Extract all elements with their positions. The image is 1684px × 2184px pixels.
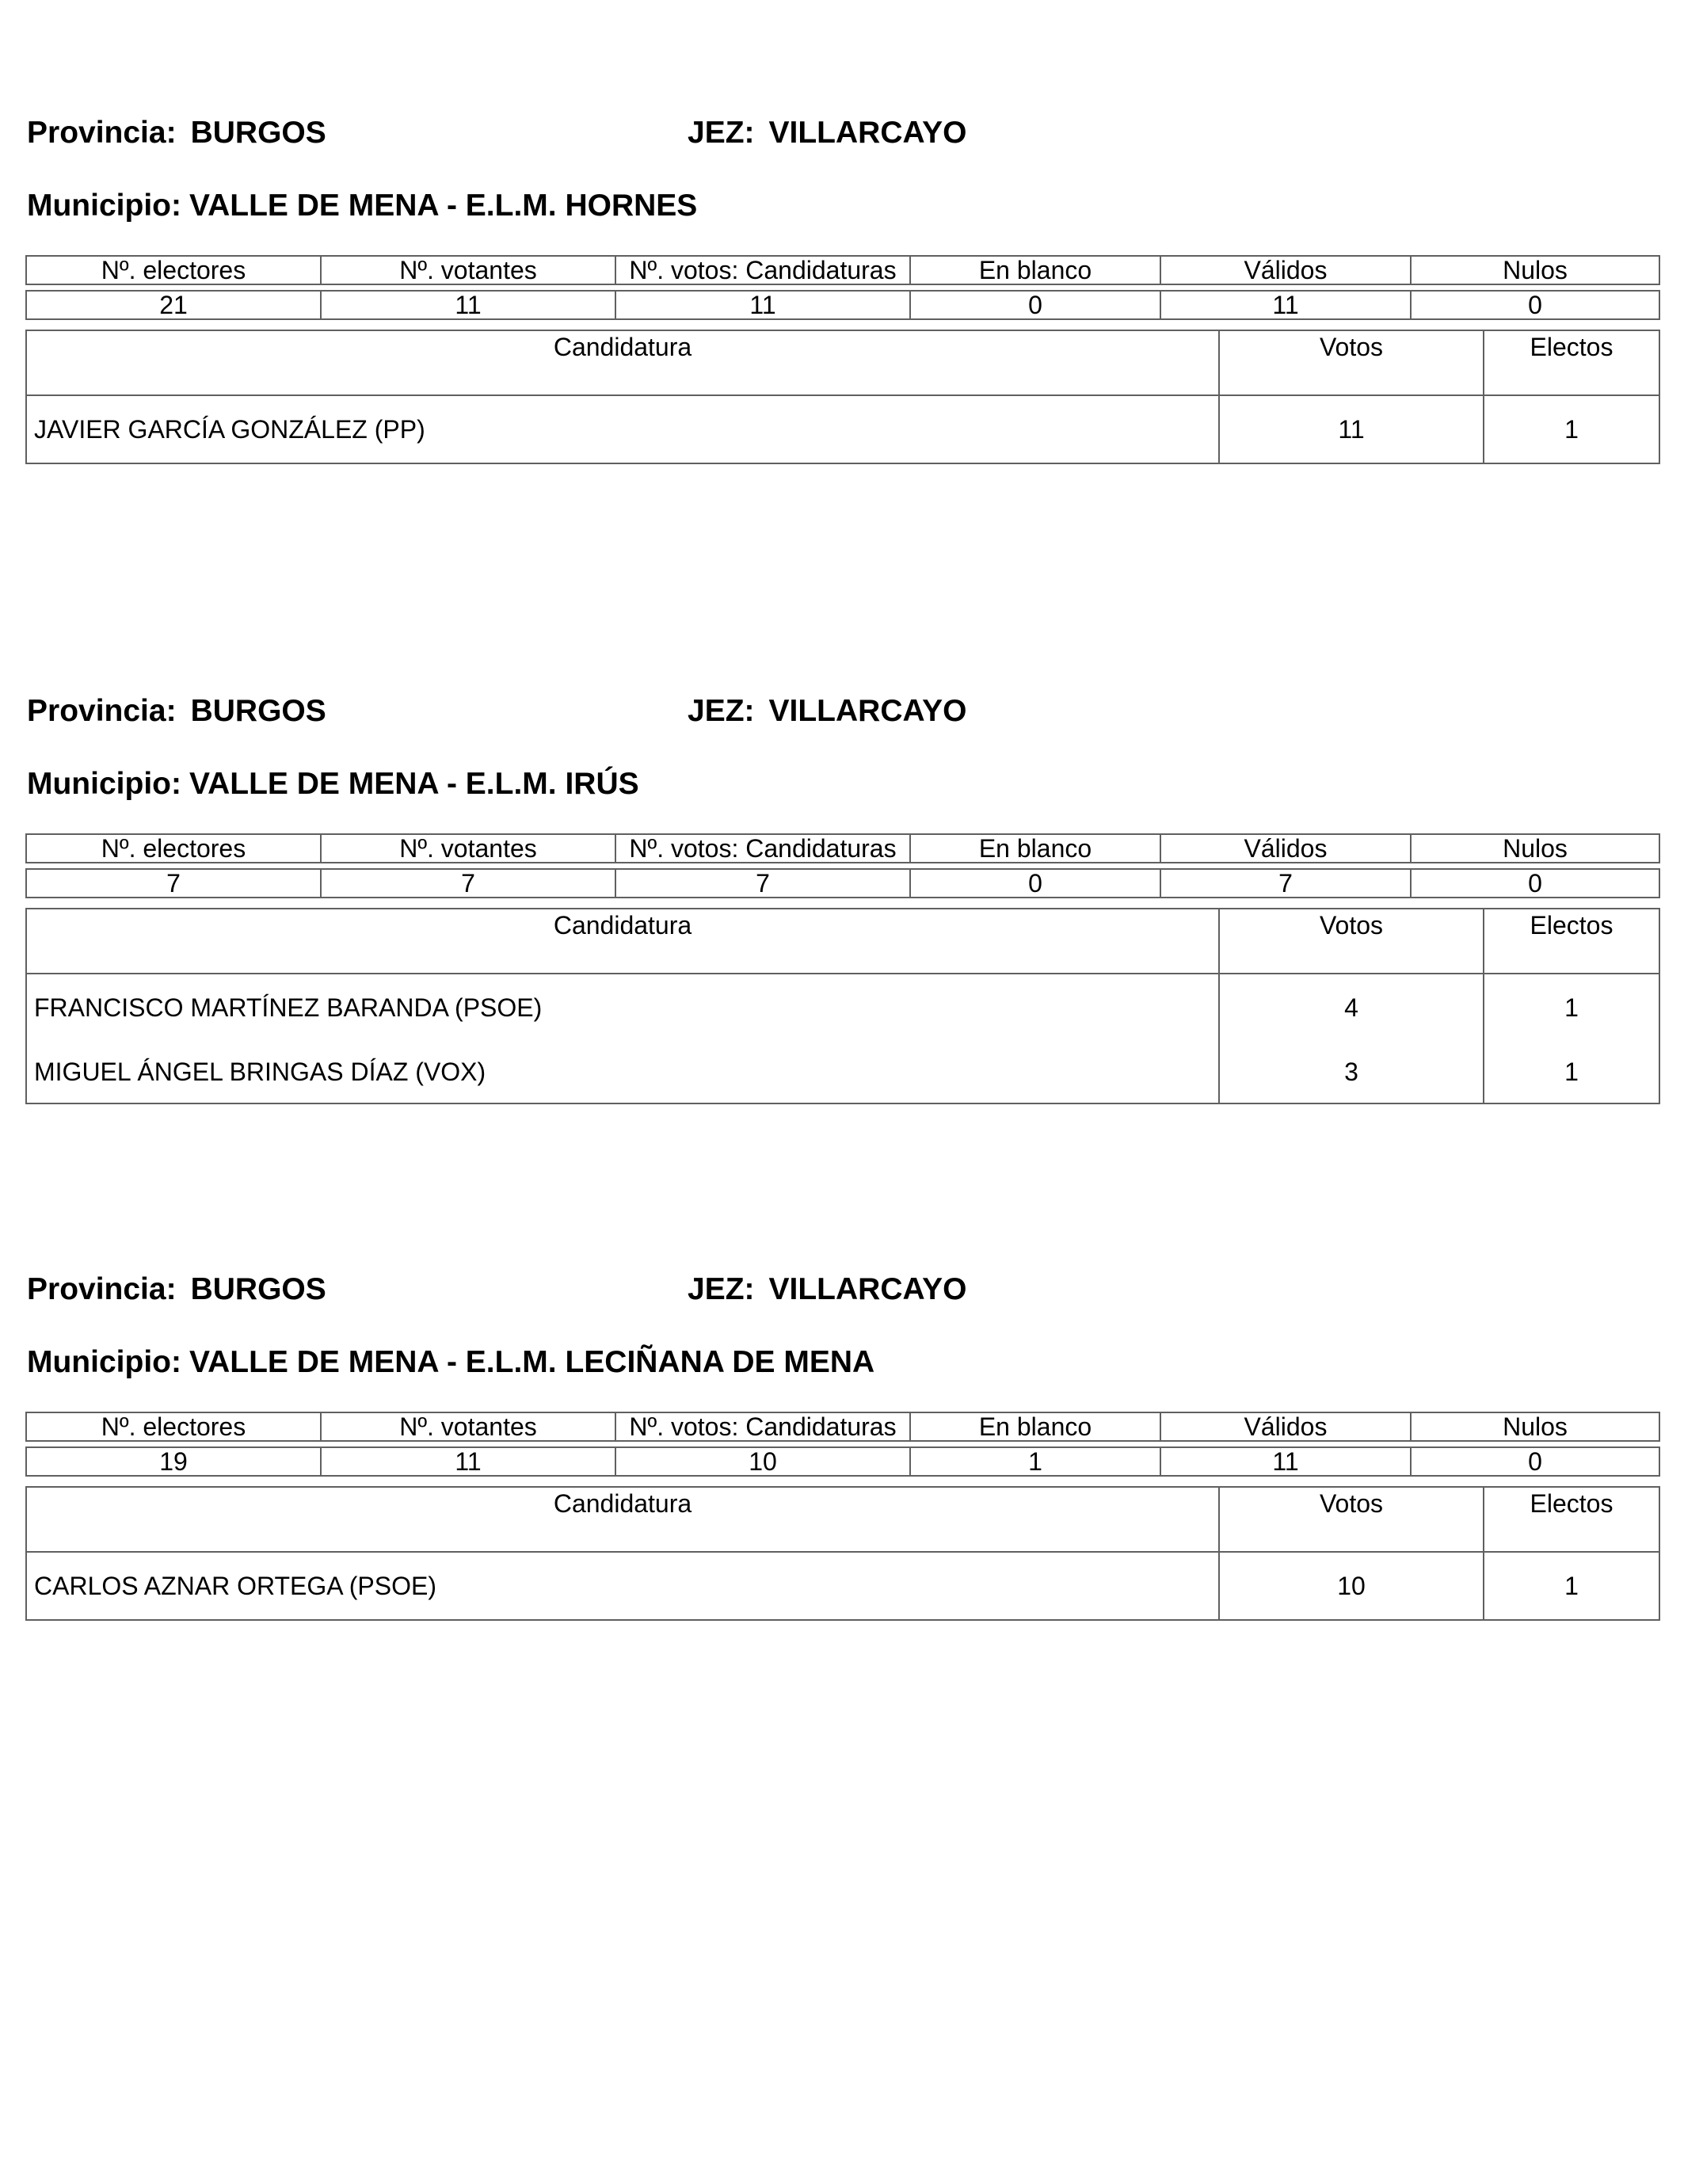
header-votos: Votos — [1219, 1487, 1484, 1552]
candidate-row — [26, 974, 1659, 1041]
candidate-row — [26, 395, 1659, 463]
stat-header-votos-candidaturas: Nº. votos: Candidaturas — [615, 256, 910, 284]
header-candidatura: Candidatura — [26, 330, 1219, 395]
stat-votos-candidaturas: 11 — [615, 291, 910, 319]
section-header — [25, 694, 1659, 734]
stat-header-electores: Nº. electores — [26, 1412, 321, 1441]
stat-votantes: 7 — [321, 869, 615, 898]
stat-electores: 21 — [26, 291, 321, 319]
municipio-field — [27, 767, 639, 802]
provincia-field — [27, 694, 326, 729]
provincia-field — [27, 116, 326, 151]
stat-votos-candidaturas: 10 — [615, 1447, 910, 1476]
stat-header-validos: Válidos — [1160, 834, 1411, 863]
jez-label: JEZ: — [688, 694, 755, 728]
stat-electores: 19 — [26, 1447, 321, 1476]
stat-header-nulos: Nulos — [1411, 834, 1659, 863]
municipio-field — [27, 189, 697, 223]
stat-votantes: 11 — [321, 1447, 615, 1476]
candidate-elected: 1 — [1484, 1552, 1659, 1620]
stat-header-en-blanco: En blanco — [910, 1412, 1160, 1441]
candidates-header-row — [26, 909, 1659, 974]
stat-votos-candidaturas: 7 — [615, 869, 910, 898]
jez-field — [688, 1272, 966, 1307]
jez-label: JEZ: — [688, 1272, 755, 1306]
jez-value: VILLARCAYO — [768, 694, 967, 728]
provincia-label: Provincia: — [27, 694, 177, 728]
stat-header-validos: Válidos — [1160, 1412, 1411, 1441]
stat-header-votantes: Nº. votantes — [321, 1412, 615, 1441]
stats-value-row — [26, 1447, 1659, 1476]
jez-label: JEZ: — [688, 116, 755, 150]
candidate-votes: 4 — [1219, 974, 1484, 1041]
municipio-value: VALLE DE MENA - E.L.M. IRÚS — [189, 767, 639, 801]
stat-header-electores: Nº. electores — [26, 256, 321, 284]
stat-header-en-blanco: En blanco — [910, 256, 1160, 284]
section-header — [25, 116, 1659, 155]
stat-header-nulos: Nulos — [1411, 1412, 1659, 1441]
header-candidatura: Candidatura — [26, 1487, 1219, 1552]
stat-votantes: 11 — [321, 291, 615, 319]
provincia-label: Provincia: — [27, 1272, 177, 1306]
header-electos: Electos — [1484, 1487, 1659, 1552]
candidate-name: FRANCISCO MARTÍNEZ BARANDA (PSOE) — [26, 974, 1219, 1041]
provincia-field — [27, 1272, 326, 1307]
jez-field — [688, 694, 966, 729]
stat-en-blanco: 0 — [910, 869, 1160, 898]
header-votos: Votos — [1219, 330, 1484, 395]
stat-nulos: 0 — [1411, 869, 1659, 898]
stats-value-row — [26, 291, 1659, 319]
stat-header-votos-candidaturas: Nº. votos: Candidaturas — [615, 834, 910, 863]
candidates-table — [25, 330, 1660, 464]
header-electos: Electos — [1484, 909, 1659, 974]
municipio-label: Municipio: — [27, 767, 181, 801]
stat-header-votos-candidaturas: Nº. votos: Candidaturas — [615, 1412, 910, 1441]
municipio-label: Municipio: — [27, 189, 181, 223]
municipio-value: VALLE DE MENA - E.L.M. LECIÑANA DE MENA — [189, 1345, 875, 1379]
stat-header-votantes: Nº. votantes — [321, 256, 615, 284]
stat-header-validos: Válidos — [1160, 256, 1411, 284]
jez-value: VILLARCAYO — [768, 1272, 967, 1306]
candidate-name: CARLOS AZNAR ORTEGA (PSOE) — [26, 1552, 1219, 1620]
municipio-label: Municipio: — [27, 1345, 181, 1379]
stats-table — [25, 255, 1660, 320]
stat-en-blanco: 1 — [910, 1447, 1160, 1476]
stat-header-votantes: Nº. votantes — [321, 834, 615, 863]
candidate-name: MIGUEL ÁNGEL BRINGAS DÍAZ (VOX) — [26, 1041, 1219, 1103]
candidate-elected: 1 — [1484, 395, 1659, 463]
stat-validos: 11 — [1160, 291, 1411, 319]
stat-validos: 11 — [1160, 1447, 1411, 1476]
stats-header-row — [26, 1412, 1659, 1441]
provincia-value: BURGOS — [190, 1272, 326, 1306]
stat-header-nulos: Nulos — [1411, 256, 1659, 284]
municipio-field — [27, 1345, 874, 1380]
stat-electores: 7 — [26, 869, 321, 898]
stat-en-blanco: 0 — [910, 291, 1160, 319]
header-electos: Electos — [1484, 330, 1659, 395]
stats-header-row — [26, 834, 1659, 863]
provincia-value: BURGOS — [190, 694, 326, 728]
jez-value: VILLARCAYO — [768, 116, 967, 150]
section-header — [25, 1272, 1659, 1312]
municipio-value: VALLE DE MENA - E.L.M. HORNES — [189, 189, 698, 223]
provincia-label: Provincia: — [27, 116, 177, 150]
provincia-value: BURGOS — [190, 116, 326, 150]
candidate-row — [26, 1552, 1659, 1620]
jez-field — [688, 116, 966, 151]
candidate-name: JAVIER GARCÍA GONZÁLEZ (PP) — [26, 395, 1219, 463]
stat-nulos: 0 — [1411, 291, 1659, 319]
candidates-table — [25, 1486, 1660, 1621]
candidates-table — [25, 908, 1660, 1104]
candidates-header-row — [26, 330, 1659, 395]
stat-header-en-blanco: En blanco — [910, 834, 1160, 863]
stats-header-row — [26, 256, 1659, 284]
candidate-votes: 3 — [1219, 1041, 1484, 1103]
stats-table — [25, 833, 1660, 898]
header-votos: Votos — [1219, 909, 1484, 974]
candidate-row — [26, 1041, 1659, 1103]
candidate-votes: 11 — [1219, 395, 1484, 463]
candidates-header-row — [26, 1487, 1659, 1552]
header-candidatura: Candidatura — [26, 909, 1219, 974]
stat-validos: 7 — [1160, 869, 1411, 898]
candidate-votes: 10 — [1219, 1552, 1484, 1620]
candidate-elected: 1 — [1484, 1041, 1659, 1103]
stats-value-row — [26, 869, 1659, 898]
stats-table — [25, 1412, 1660, 1477]
stat-header-electores: Nº. electores — [26, 834, 321, 863]
stat-nulos: 0 — [1411, 1447, 1659, 1476]
candidate-elected: 1 — [1484, 974, 1659, 1041]
